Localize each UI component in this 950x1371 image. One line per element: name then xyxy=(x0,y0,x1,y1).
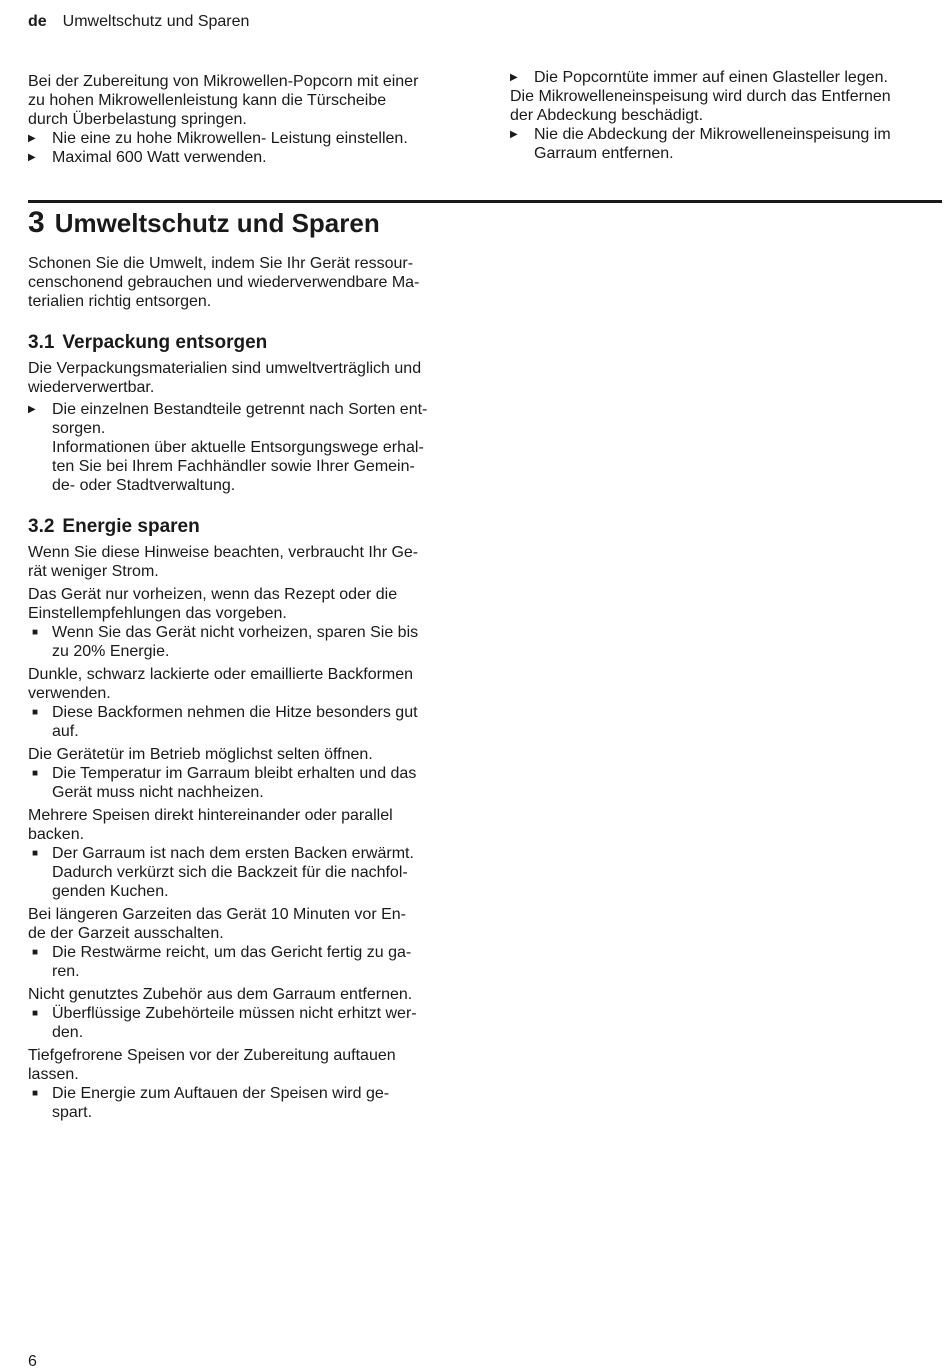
section-heading xyxy=(28,205,380,241)
result-item: ■ Die Energie zum Auftauen der Speisen wird ge- spart. xyxy=(32,1085,390,1121)
popcorn-warning xyxy=(28,72,460,167)
instruction-item: ▶ Maximal 600 Watt verwenden. xyxy=(28,149,267,166)
triangle-bullet-icon: ▶ xyxy=(510,129,518,140)
square-bullet-icon: ■ xyxy=(32,627,39,638)
result-item: ■ Die Temperatur im Garraum bleibt erhalten und das Gerät muss nicht nachheizen. xyxy=(32,765,417,801)
result-item: ■ Die Restwärme reicht, um das Gericht fertig zu ga- ren. xyxy=(32,944,412,980)
tip-text: Das Gerät nur vorheizen, wenn das Rezept oder die Einstellempfehlungen das vorgeben. xyxy=(28,586,398,622)
result-item: ■ Diese Backformen nehmen die Hitze besonders gut auf. xyxy=(32,704,418,740)
triangle-bullet-icon: ▶ xyxy=(28,404,36,415)
result-item: ■ Der Garraum ist nach dem ersten Backen erwärmt. Dadurch verkürzt sich die Backzeit für die nachfol- genden Kuchen. xyxy=(32,845,414,900)
result-item: ■ Wenn Sie das Gerät nicht vorheizen, sparen Sie bis zu 20% Energie. xyxy=(32,624,419,660)
section-divider xyxy=(28,200,942,203)
triangle-bullet-icon: ▶ xyxy=(28,152,36,163)
section-title: Umweltschutz und Sparen xyxy=(54,208,380,238)
square-bullet-icon: ■ xyxy=(32,707,39,718)
running-header-title: Umweltschutz und Sparen xyxy=(62,13,250,30)
packaging-text: Die Verpackungsmaterialien sind umweltverträglich und wiederverwertbar. xyxy=(28,360,422,396)
square-bullet-icon: ■ xyxy=(32,947,39,958)
tip-text: Dunkle, schwarz lackierte oder emaillierte Backformen verwenden. xyxy=(28,666,414,702)
square-bullet-icon: ■ xyxy=(32,848,39,859)
triangle-bullet-icon: ▶ xyxy=(28,133,36,144)
page-number: 6 xyxy=(28,1353,37,1370)
tip-text: Nicht genutztes Zubehör aus dem Garraum entfernen. xyxy=(28,986,413,1003)
tip-text: Tiefgefrorene Speisen vor der Zubereitung auftauen lassen. xyxy=(28,1047,396,1083)
instruction-item: ▶ Nie eine zu hohe Mikrowellen- Leistung einstellen. xyxy=(28,130,408,147)
section-intro: Schonen Sie die Umwelt, indem Sie Ihr Gerät ressour- censchonend gebrauchen und wiederverwendbare Ma- terialien richtig entsorgen. xyxy=(28,255,420,310)
microwave-feed-warning xyxy=(510,68,942,163)
tip-text: Mehrere Speisen direkt hintereinander oder parallel backen. xyxy=(28,807,393,843)
section-number: 3 xyxy=(28,206,45,239)
section-body xyxy=(28,254,468,1122)
result-item: ■ Überflüssige Zubehörteile müssen nicht erhitzt wer- den. xyxy=(32,1005,417,1041)
triangle-bullet-icon: ▶ xyxy=(510,72,518,83)
square-bullet-icon: ■ xyxy=(32,768,39,779)
tip-text: Bei längeren Garzeiten das Gerät 10 Minuten vor En- de der Garzeit ausschalten. xyxy=(28,906,406,942)
language-code: de xyxy=(28,13,47,30)
subsection-heading-energy: 3.2 Energie sparen xyxy=(28,516,200,537)
tip-text: Die Gerätetür im Betrieb möglichst selten öffnen. xyxy=(28,746,373,763)
instruction-item: ▶ Die einzelnen Bestandteile getrennt nach Sorten ent- sorgen. Informationen über aktuelle Entsorgungswege erhal- ten Sie bei Ihrem Fachhändler sowie Ihrer Gemein- de- oder Stadtverwaltung. xyxy=(28,401,428,494)
subsection-heading-packaging: 3.1 Verpackung entsorgen xyxy=(28,332,268,353)
square-bullet-icon: ■ xyxy=(32,1008,39,1019)
instruction-item: ▶ Nie die Abdeckung der Mikrowelleneinspeisung im Garraum entfernen. xyxy=(510,126,891,162)
warning-text: Die Mikrowelleneinspeisung wird durch das Entfernen der Abdeckung beschädigt. xyxy=(510,88,891,124)
instruction-item: ▶ Die Popcorntüte immer auf einen Glasteller legen. xyxy=(510,69,888,86)
running-header xyxy=(28,12,249,31)
energy-intro: Wenn Sie diese Hinweise beachten, verbraucht Ihr Ge- rät weniger Strom. xyxy=(28,544,419,580)
warning-text: Bei der Zubereitung von Mikrowellen-Popcorn mit einer zu hohen Mikrowellenleistung kann die Türscheibe durch Überbelastung springen. xyxy=(28,73,419,128)
square-bullet-icon: ■ xyxy=(32,1088,39,1099)
